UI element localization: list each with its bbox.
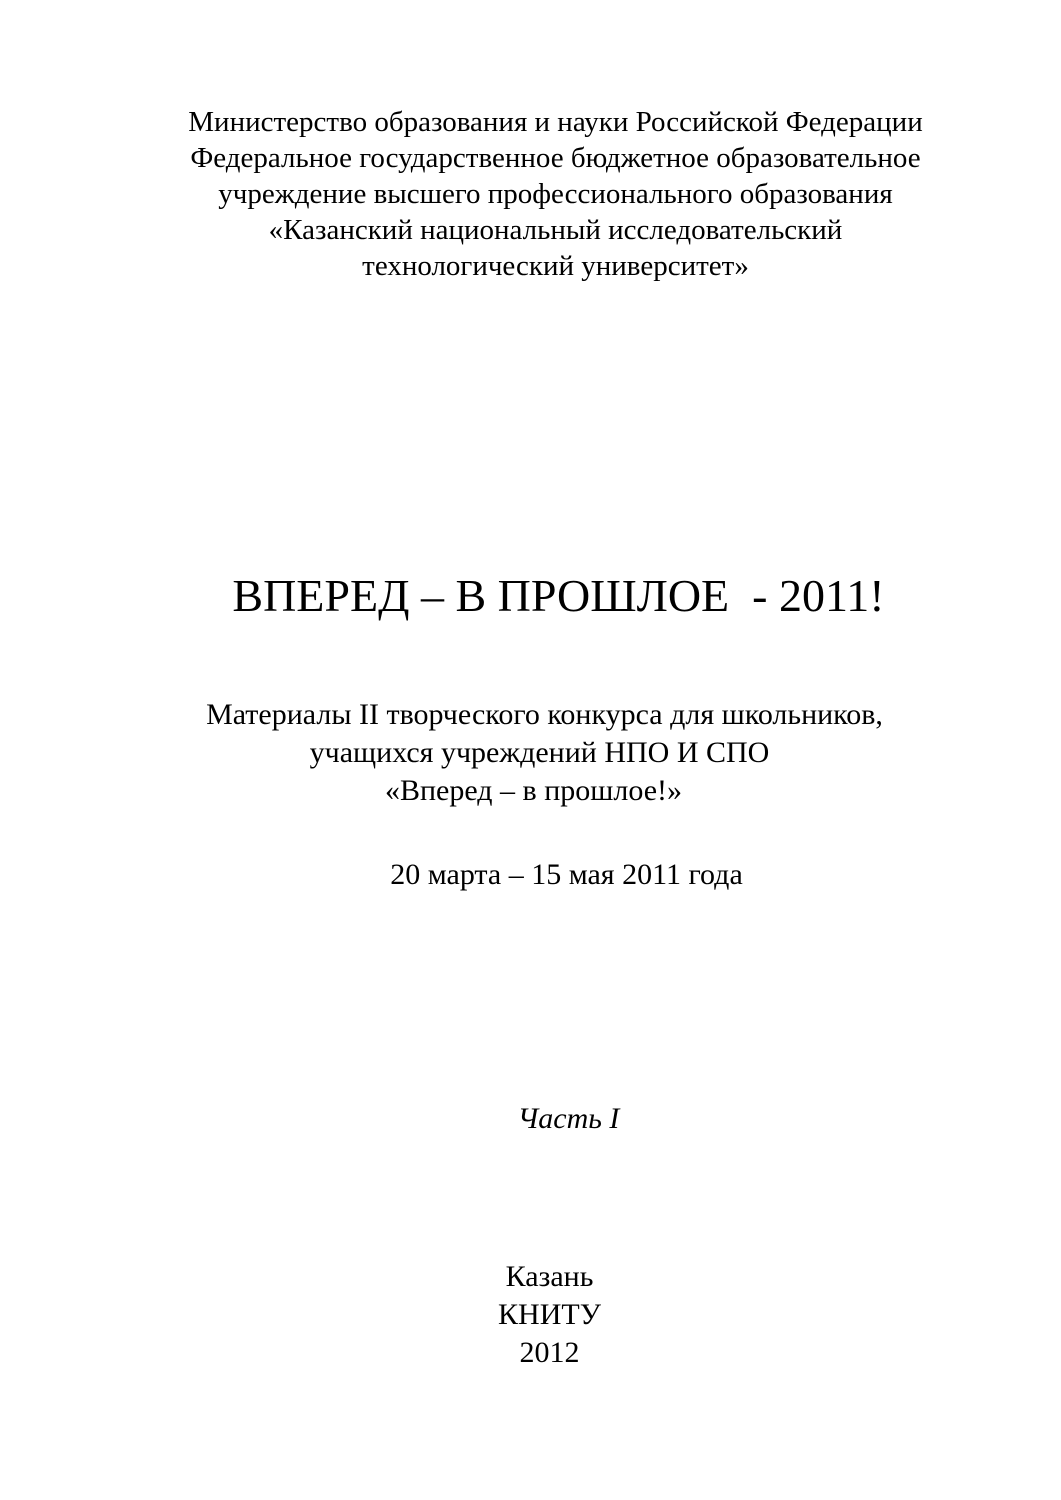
part-label: Часть I bbox=[517, 1102, 620, 1135]
organization-line-university-name-end: технологический университет» bbox=[362, 250, 749, 282]
subtitle-line-materials: Материалы II творческого конкурса для школьников, bbox=[206, 698, 883, 731]
organization-line-education-level: учреждение высшего профессионального образования bbox=[218, 178, 893, 210]
subtitle-line-contest-name: «Вперед – в прошлое!» bbox=[384, 774, 683, 807]
imprint bbox=[0, 1258, 1061, 1372]
imprint-city: Казань bbox=[505, 1260, 594, 1293]
organization-line-institution-type: Федеральное государственное бюджетное образовательное bbox=[190, 142, 921, 174]
imprint-year: 2012 bbox=[519, 1336, 580, 1369]
subtitle-line-participants: учащихся учреждений НПО И СПО bbox=[309, 736, 770, 769]
contest-dates: 20 марта – 15 мая 2011 года bbox=[390, 858, 743, 891]
document-subtitle bbox=[0, 696, 1061, 810]
imprint-publisher: КНИТУ bbox=[498, 1298, 601, 1331]
organization-line-university-name: «Казанский национальный исследовательский bbox=[268, 214, 843, 246]
organization-line-ministry: Министерство образования и науки Российской Федерации bbox=[188, 106, 923, 138]
document-title: ВПЕРЕД – В ПРОШЛОЕ - 2011! bbox=[232, 570, 885, 621]
organization-header bbox=[0, 104, 1061, 284]
